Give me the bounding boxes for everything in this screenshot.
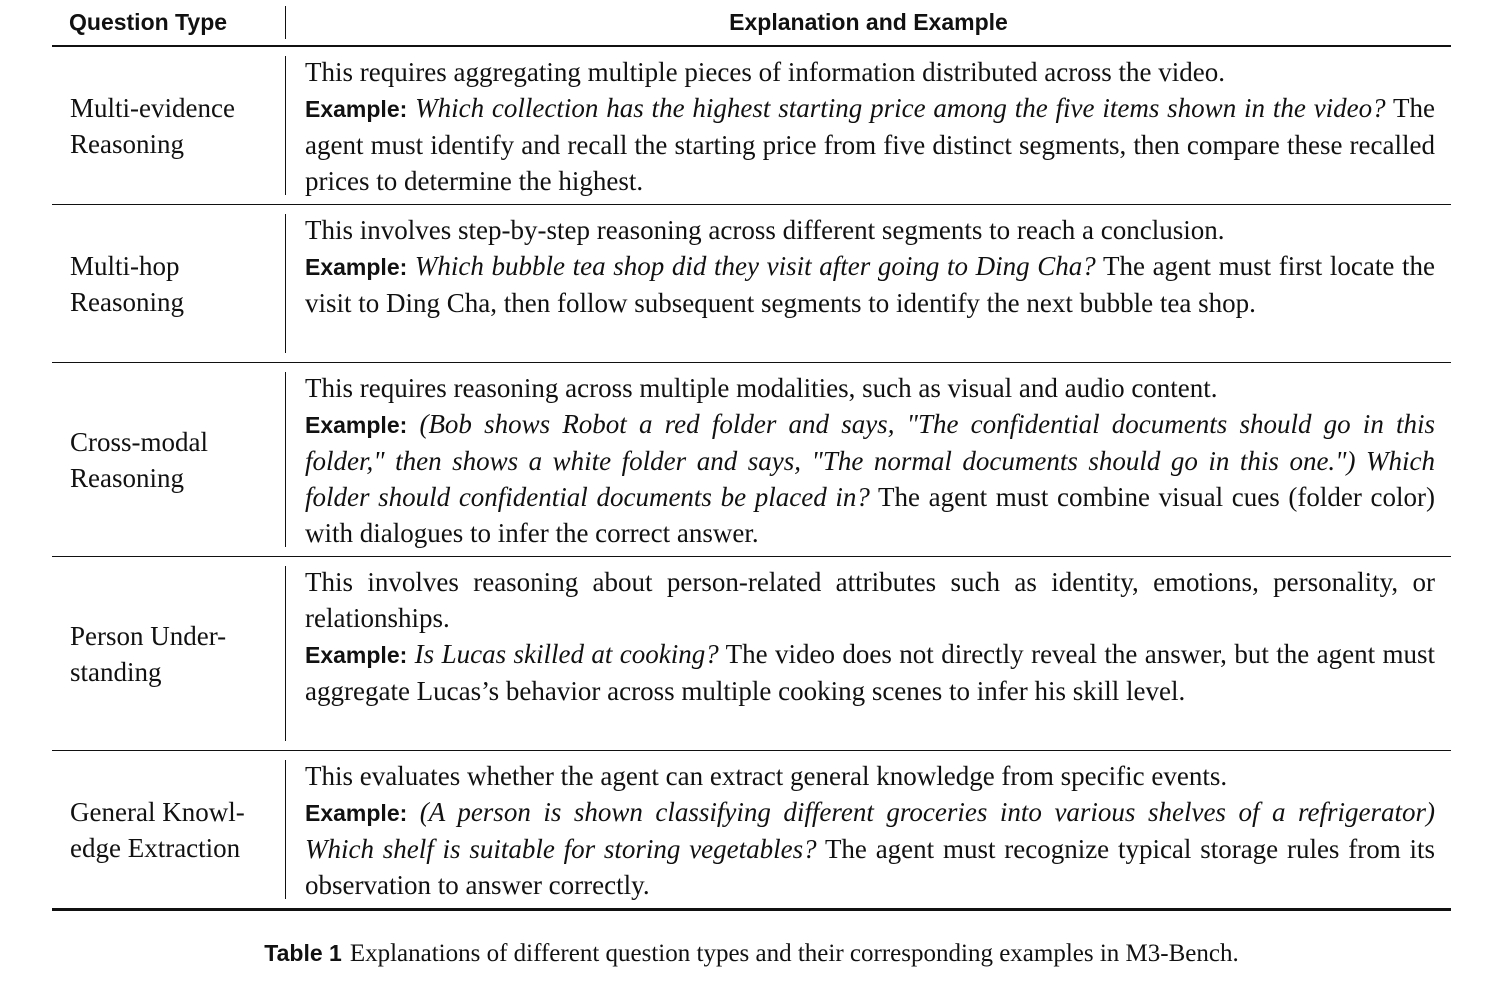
explanation-intro: This requires aggregating multiple pieces of information distributed across the video. — [305, 57, 1226, 87]
example-explanation: The agent must recognize typical storage rules from its observation to answer correctly. — [305, 834, 1435, 900]
example-label: Example: — [305, 254, 408, 280]
question-type-line: General Knowl- — [70, 796, 245, 827]
example-paragraph — [305, 636, 1435, 709]
explanation-cell — [286, 205, 1451, 362]
table-caption — [0, 940, 1503, 968]
example-explanation: The agent must first locate the visit to Ding Cha, then follow subsequent segments to identify the next bubble tea shop. — [305, 251, 1436, 318]
example-question: Which bubble tea shop did they visit after going to Ding Cha? — [414, 251, 1096, 281]
question-type-line: Reasoning — [70, 462, 184, 493]
example-paragraph — [305, 406, 1435, 551]
table-row — [52, 557, 1451, 751]
explanation-cell — [286, 751, 1451, 908]
question-types-table — [52, 0, 1451, 911]
table-row — [52, 47, 1451, 205]
question-type-line: Cross-modal — [70, 426, 208, 457]
example-explanation: The video does not directly reveal the answer, but the agent must aggregate Lucas’s behavior across multiple cooking scenes to infer his skill level. — [305, 639, 1436, 706]
question-type-line: Reasoning — [70, 128, 184, 159]
question-type-cell — [52, 47, 286, 204]
header-question-type: Question Type — [52, 0, 286, 45]
example-paragraph — [305, 248, 1435, 321]
example-label: Example: — [305, 800, 408, 826]
example-paragraph — [305, 794, 1435, 903]
explanation-intro: This requires reasoning across multiple modalities, such as visual and audio content. — [305, 373, 1218, 403]
example-explanation: The agent must identify and recall the starting price from five distinct segments, then compare these recalled prices to determine the highest. — [305, 93, 1436, 196]
explanation-cell — [286, 363, 1451, 556]
explanation-cell — [286, 557, 1451, 750]
question-type-cell — [52, 557, 286, 750]
table-row — [52, 363, 1451, 557]
question-type-line: Reasoning — [70, 286, 184, 317]
explanation-intro: This evaluates whether the agent can extract general knowledge from specific events. — [305, 761, 1228, 791]
caption-label: Table 1 — [264, 940, 342, 966]
example-label: Example: — [305, 412, 408, 438]
caption-text: Explanations of different question types and their corresponding examples in M3-Bench. — [349, 940, 1239, 967]
table-row — [52, 751, 1451, 911]
explanation-cell — [286, 47, 1451, 204]
example-question: (Bob shows Robot a red folder and says, "The confidential documents should go in this folder," then shows a white folder and says, "The normal documents should go in this one.") Which folder should confidential documents be placed in? — [305, 409, 1436, 512]
example-paragraph — [305, 90, 1435, 199]
question-type-line: edge Extraction — [70, 832, 241, 863]
question-type-line: Person Under- — [70, 620, 227, 651]
example-question: Is Lucas skilled at cooking? — [414, 639, 719, 669]
table-row — [52, 205, 1451, 363]
question-type-cell — [52, 205, 286, 362]
question-type-line: Multi-hop — [70, 250, 180, 281]
example-question: (A person is shown classifying different groceries into various shelves of a refrigerator) Which shelf is suitable for storing vegetables? — [305, 797, 1435, 864]
example-question: Which collection has the highest starting price among the five items shown in the video? — [415, 93, 1386, 123]
table-header — [52, 0, 1451, 47]
question-type-cell — [52, 363, 286, 556]
example-explanation: The agent must combine visual cues (folder color) with dialogues to infer the correct answer. — [305, 482, 1435, 548]
header-explanation: Explanation and Example — [729, 9, 1008, 35]
explanation-intro: This involves step-by-step reasoning across different segments to reach a conclusion. — [305, 215, 1225, 245]
question-type-cell — [52, 751, 286, 908]
example-label: Example: — [305, 642, 408, 668]
example-label: Example: — [305, 96, 408, 122]
question-type-line: standing — [70, 656, 162, 687]
explanation-intro: This involves reasoning about person-related attributes such as identity, emotions, personality, or relationships. — [305, 567, 1435, 633]
question-type-line: Multi-evidence — [70, 92, 235, 123]
